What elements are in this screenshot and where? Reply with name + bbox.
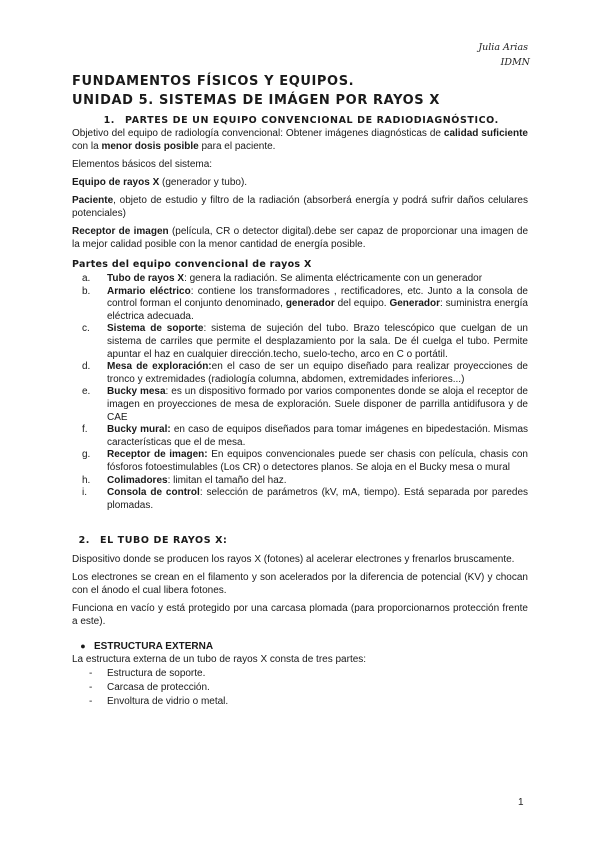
item-text: : selección de parámetros (kV, mA, tiempo). Está separada por paredes plomadas. [107, 487, 529, 511]
element-paciente [72, 194, 528, 220]
structure-intro: La estructura externa de un tubo de rayos X consta de tres partes: [72, 654, 367, 666]
list-item [72, 487, 528, 512]
section-2-heading [72, 534, 528, 547]
item-label: Sistema de soporte [107, 323, 204, 335]
bullet-heading [72, 640, 528, 653]
element-paciente-text: , objeto de estudio y filtro de la radiación (absorberá energía y podrá sufrir daños celulares potenciales) [72, 195, 528, 219]
dash-icon: - [89, 696, 93, 708]
list-item [72, 681, 528, 695]
item-bold-2: generador [285, 298, 335, 310]
section-1-heading [97, 114, 528, 127]
item-text-2: del equipo. [334, 298, 390, 310]
author-name: Julia Arias [478, 42, 528, 53]
section-1-title: PARTES DE UN EQUIPO CONVENCIONAL DE RADIODIAGNÓSTICO. [125, 115, 499, 126]
item-text: En equipos convencionales puede ser chasis con película, chasis con fósforos fotoestimulables (Los CR) o detectores planos. Se aloja en el Bucky mesa o mural [107, 449, 528, 473]
section-1-number: 1. [103, 115, 115, 126]
objective-bold-2: menor dosis posible [101, 141, 199, 152]
section-2-title: EL TUBO DE RAYOS X: [100, 535, 228, 547]
item-label: Tubo de rayos X [107, 273, 185, 284]
item-label: Receptor de imagen: [107, 449, 208, 461]
list-marker: d. [82, 361, 91, 373]
parts-subtitle: Partes del equipo convencional de rayos X [72, 259, 312, 270]
item-text: : genera la radiación. Se alimenta eléctricamente con un generador [184, 273, 483, 284]
list-marker: a. [82, 273, 91, 284]
objective-bold-1: calidad suficiente [443, 128, 528, 139]
item-text: : contiene los transformadores , rectificadores, etc. Junto a la consola de control forman el conjunto denominado, [107, 285, 528, 310]
element-equipo [72, 176, 528, 189]
item-text: : limitan el tamaño del haz. [167, 474, 287, 486]
list-item [72, 475, 528, 488]
list-marker: g. [82, 449, 91, 461]
page-number: 1 [518, 797, 524, 808]
item-label: Armario eléctrico [107, 285, 191, 297]
bullet-heading-text: ESTRUCTURA EXTERNA [94, 641, 214, 653]
item-text: en caso de equipos diseñados para tomar imágenes en bipedestación. Mismas características que el de mesa. [107, 424, 529, 448]
item-label: Colimadores [107, 474, 168, 486]
item-label: Consola de control [107, 487, 200, 499]
element-equipo-label: Equipo de rayos X [72, 177, 160, 188]
list-item [72, 361, 528, 386]
item-text: : sistema de sujeción del tubo. Brazo telescópico que cuelgan de un sistema de carriles que permite el desplazamiento por la sala. De él cuelga el tubo. Permite apuntar el haz en cualquier dirección.techo, suelo-techo, arco en C o portátil. [107, 323, 528, 360]
document-body [72, 73, 528, 709]
spacer [72, 512, 528, 534]
item-label: Mesa de exploración: [107, 361, 212, 373]
item-label: Bucky mesa [107, 386, 166, 398]
list-marker: i. [82, 487, 87, 499]
elements-intro: Elementos básicos del sistema: [72, 159, 213, 170]
list-item [72, 286, 528, 324]
element-equipo-text: (generador y tubo). [159, 177, 248, 188]
author-block [478, 40, 528, 70]
item-label: Bucky mural: [107, 424, 171, 436]
element-receptor-text: (película, CR o detector digital).debe ser capaz de proporcionar una imagen de la mejor calidad posible con la menor cantidad de energía posible. [72, 226, 529, 250]
author-course: IDMN [500, 57, 530, 68]
list-marker: h. [82, 474, 91, 486]
list-item [72, 386, 528, 424]
tube-paragraph-3: Funciona en vacío y está protegido por una carcasa plomada (para proporcionarnos protección frente a este). [72, 603, 528, 628]
objective-text-1: Objetivo del equipo de radiología convencional: Obtener imágenes diagnósticas de [72, 128, 444, 139]
list-marker: f. [82, 424, 88, 436]
list-item [72, 449, 528, 474]
objective-text-3: para el paciente. [198, 141, 276, 152]
structure-item-text: Envoltura de vidrio o metal. [107, 696, 229, 708]
list-marker: b. [82, 285, 91, 297]
list-item [72, 695, 528, 709]
bullet-dot-icon: ● [80, 641, 86, 652]
item-bold-3: Generador [389, 298, 441, 310]
structure-list [72, 667, 528, 709]
main-title: FUNDAMENTOS FÍSICOS Y EQUIPOS. [72, 74, 355, 89]
list-item [72, 323, 528, 361]
dash-icon: - [89, 668, 93, 680]
item-text-3: : suministra energía eléctrica adecuada. [107, 298, 528, 322]
structure-item-text: Estructura de soporte. [107, 668, 206, 680]
dash-icon: - [89, 682, 93, 694]
tube-paragraph-1: Dispositivo donde se producen los rayos X (fotones) al acelerar electrones y frenarlos bruscamente. [72, 554, 515, 566]
objective-text-2: con la [72, 141, 102, 152]
element-receptor-label: Receptor de imagen [72, 226, 169, 237]
unit-title: UNIDAD 5. SISTEMAS DE IMÁGEN POR RAYOS X [72, 93, 440, 108]
parts-list [72, 273, 528, 512]
item-text: : es un dispositivo formado por varios componentes donde se aloja el receptor de imagen en proyecciones de mesa de exploración. Suele disponer de parrilla antidifusora y de CAE [107, 386, 528, 423]
objective-paragraph [72, 127, 528, 153]
list-item [72, 667, 528, 681]
item-text: en el caso de ser un equipo diseñado para realizar proyecciones de tronco y extremidades (radiología columna, abdomen, extremidades inferiores...) [107, 361, 528, 385]
list-marker: c. [82, 323, 90, 335]
section-2-number: 2. [78, 535, 90, 547]
element-paciente-label: Paciente [72, 195, 114, 206]
list-item [72, 273, 528, 286]
tube-paragraph-2: Los electrones se crean en el filamento y son acelerados por la diferencia de potencial (KV) y chocan con el ánodo el cual libera fotones. [72, 572, 528, 597]
structure-item-text: Carcasa de protección. [107, 682, 210, 694]
list-marker: e. [82, 386, 91, 398]
element-receptor [72, 225, 528, 251]
list-item [72, 424, 528, 449]
